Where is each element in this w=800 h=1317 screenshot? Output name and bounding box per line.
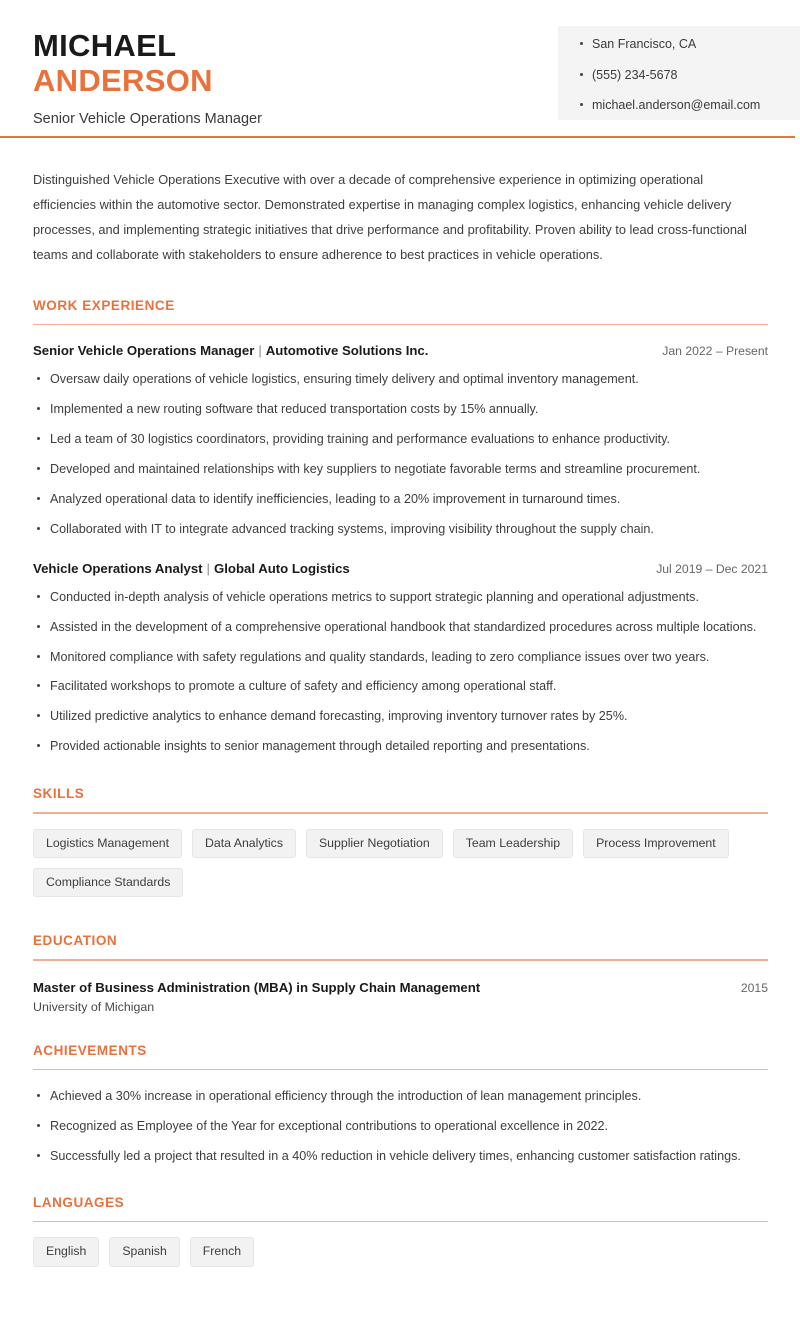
section-divider	[33, 959, 768, 961]
experience-company: Automotive Solutions Inc.	[265, 343, 429, 359]
bullet-dot-icon	[37, 714, 40, 717]
bullet-text: Utilized predictive analytics to enhance demand forecasting, improving inventory turnover rates by 25%.	[50, 709, 628, 724]
bullet-dot-icon	[37, 377, 40, 380]
bullet-dot-icon	[37, 467, 40, 470]
section-languages	[33, 1195, 767, 1277]
skill-tag: Logistics Management	[33, 829, 182, 858]
bullet-item	[33, 490, 767, 509]
language-tag: Spanish	[109, 1237, 179, 1266]
location-icon	[580, 42, 583, 45]
bullet-dot-icon	[37, 595, 40, 598]
section-divider	[33, 1221, 768, 1223]
first-name: MICHAEL	[33, 28, 177, 63]
bullet-text: Monitored compliance with safety regulations and quality standards, leading to zero compliance issues over two years.	[50, 649, 710, 664]
education-year: 2015	[740, 980, 768, 995]
bullet-item	[33, 430, 767, 449]
experience-bullet-list	[33, 588, 767, 756]
section-divider	[33, 324, 768, 326]
title-separator: |	[206, 560, 210, 576]
experience-company: Global Auto Logistics	[213, 560, 350, 576]
experience-entry	[33, 561, 767, 756]
bullet-dot-icon	[37, 1124, 40, 1127]
experience-entry	[33, 343, 767, 538]
experience-date: Jan 2022 – Present	[662, 344, 768, 359]
education-degree: Master of Business Administration (MBA) in Supply Chain Management	[33, 979, 481, 995]
bullet-text: Conducted in-depth analysis of vehicle operations metrics to support strategic planning and operational adjustments.	[50, 589, 699, 604]
bullet-text: Achieved a 30% increase in operational efficiency through the introduction of lean management principles.	[50, 1089, 642, 1104]
experience-entry-header	[33, 561, 768, 576]
section-education	[33, 933, 767, 1014]
section-divider	[33, 812, 768, 814]
bullet-item	[33, 370, 767, 389]
skill-tag: Data Analytics	[192, 829, 296, 858]
languages-tag-list	[33, 1237, 767, 1276]
email-icon	[580, 103, 583, 106]
experience-entry-header	[33, 343, 768, 358]
bullet-item	[33, 737, 767, 756]
education-entry	[33, 980, 767, 1014]
bullet-text: Oversaw daily operations of vehicle logistics, ensuring timely delivery and optimal inventory management.	[50, 372, 639, 387]
bullet-text: Analyzed operational data to identify inefficiencies, leading to a 20% improvement in turnaround times.	[50, 491, 621, 506]
bullet-item	[33, 707, 767, 726]
bullet-dot-icon	[37, 497, 40, 500]
bullet-item	[33, 1117, 767, 1136]
bullet-item	[33, 588, 767, 607]
experience-role: Vehicle Operations Analyst	[33, 560, 203, 576]
bullet-item	[33, 618, 767, 637]
language-tag: French	[190, 1237, 254, 1266]
language-tag: English	[33, 1237, 99, 1266]
bullet-dot-icon	[37, 684, 40, 687]
experience-bullet-list	[33, 370, 767, 538]
experience-title-line	[33, 343, 428, 358]
professional-title: Senior Vehicle Operations Manager	[33, 111, 262, 128]
skill-tag: Supplier Negotiation	[306, 829, 443, 858]
bullet-item	[33, 520, 767, 539]
bullet-dot-icon	[37, 407, 40, 410]
skill-tag: Team Leadership	[453, 829, 573, 858]
contact-email-value: michael.anderson@email.com	[592, 98, 761, 112]
bullet-dot-icon	[37, 655, 40, 658]
section-divider	[33, 1069, 768, 1071]
title-separator: |	[258, 343, 262, 359]
section-title-education: EDUCATION	[33, 932, 118, 948]
bullet-item	[33, 460, 767, 479]
bullet-item	[33, 648, 767, 667]
bullet-item	[33, 677, 767, 696]
resume-body	[0, 168, 800, 1317]
section-title-languages: LANGUAGES	[33, 1194, 125, 1210]
bullet-dot-icon	[37, 1154, 40, 1157]
bullet-dot-icon	[37, 437, 40, 440]
bullet-text: Provided actionable insights to senior management through detailed reporting and presentations.	[50, 739, 590, 754]
phone-icon	[580, 73, 583, 76]
bullet-dot-icon	[37, 527, 40, 530]
bullet-item	[33, 400, 767, 419]
experience-title-line	[33, 561, 350, 576]
resume-header	[0, 0, 800, 138]
contact-email[interactable]	[580, 99, 800, 112]
bullet-text: Led a team of 30 logistics coordinators, providing training and performance evaluations to enhance productivity.	[50, 432, 671, 447]
bullet-item	[33, 1147, 767, 1166]
education-entry-header	[33, 980, 768, 995]
bullet-text: Collaborated with IT to integrate advanced tracking systems, improving visibility throughout the supply chain.	[50, 521, 654, 536]
section-title-skills: SKILLS	[33, 786, 85, 802]
bullet-text: Assisted in the development of a comprehensive operational handbook that standardized procedures across multiple locations.	[50, 619, 757, 634]
bullet-text: Recognized as Employee of the Year for exceptional contributions to operational excellence in 2022.	[50, 1119, 608, 1134]
bullet-text: Implemented a new routing software that reduced transportation costs by 15% annually.	[50, 402, 539, 417]
contact-phone[interactable]	[580, 69, 800, 82]
achievements-bullet-list	[33, 1087, 767, 1166]
experience-role: Senior Vehicle Operations Manager	[33, 343, 255, 359]
education-institution: University of Michigan	[33, 999, 155, 1014]
experience-date: Jul 2019 – Dec 2021	[656, 561, 768, 576]
skill-tag: Process Improvement	[583, 829, 729, 858]
contact-location-value: San Francisco, CA	[592, 37, 697, 51]
skills-tag-list	[33, 829, 767, 907]
bullet-dot-icon	[37, 625, 40, 628]
contact-phone-value: (555) 234-5678	[592, 67, 678, 82]
contact-location	[580, 38, 800, 51]
section-title-achievements: ACHIEVEMENTS	[33, 1042, 147, 1058]
bullet-dot-icon	[37, 1094, 40, 1097]
bullet-item	[33, 1087, 767, 1106]
section-title-work-experience: WORK EXPERIENCE	[33, 297, 175, 313]
bullet-text: Facilitated workshops to promote a culture of safety and efficiency among operational staff.	[50, 679, 557, 694]
professional-summary: Distinguished Vehicle Operations Executive with over a decade of comprehensive experience in optimizing operational efficiencies within the automotive sector. Demonstrated expertise in managing complex logistics, enhancing vehicle delivery processes, and implementing strategic initiatives that drive performance and profitability. Proven ability to lead cross-functional teams and collaborate with stakeholders to ensure adherence to best practices in vehicle operations.	[33, 172, 747, 262]
bullet-text: Developed and maintained relationships with key suppliers to negotiate favorable terms and streamline procurement.	[50, 462, 701, 477]
skill-tag: Compliance Standards	[33, 868, 183, 897]
section-skills	[33, 786, 767, 907]
header-divider	[0, 136, 795, 138]
last-name: ANDERSON	[33, 63, 213, 99]
contact-info-box	[558, 26, 800, 120]
bullet-text: Successfully led a project that resulted in a 40% reduction in vehicle delivery times, enhancing customer satisfaction ratings.	[50, 1148, 741, 1163]
section-achievements	[33, 1043, 767, 1166]
bullet-dot-icon	[37, 744, 40, 747]
section-work-experience	[33, 298, 767, 756]
